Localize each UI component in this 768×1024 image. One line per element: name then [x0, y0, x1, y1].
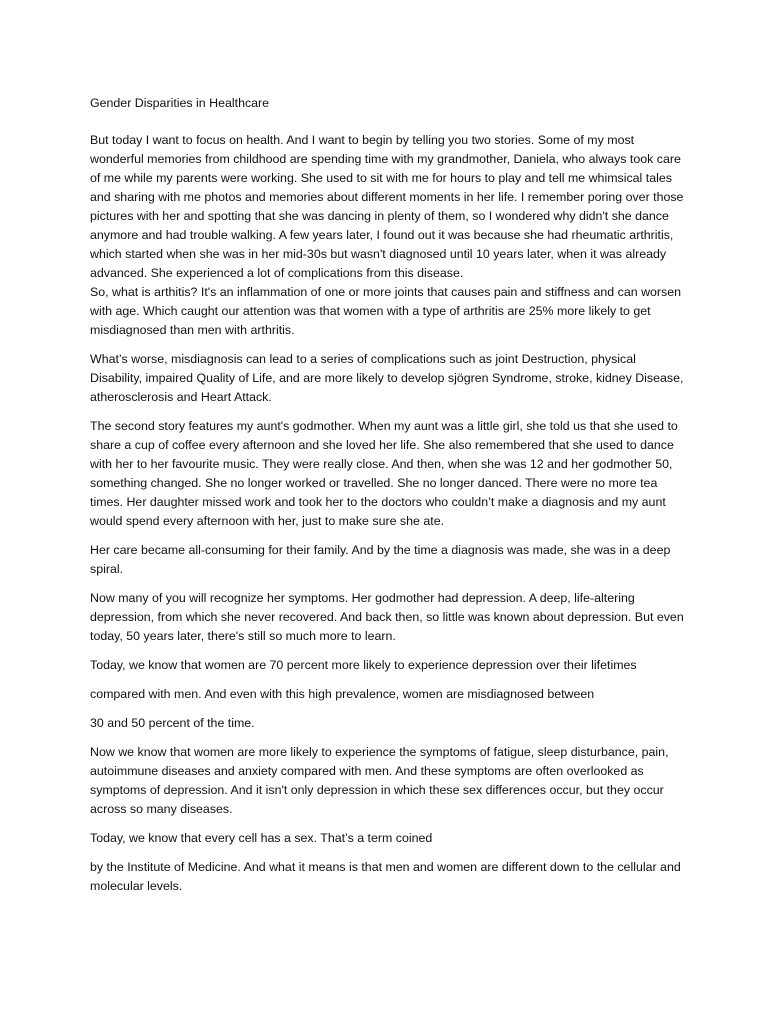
paragraph-depression-prevalence: Today, we know that women are 70 percent more likely to experience depression over their lifetimes — [90, 658, 637, 672]
paragraph-arthritis-definition: So, what is arthitis? It's an inflammation of one or more joints that causes pain and stiffness and can worsen with age. Which caught our attention was that women with a type of arthritis are 25% more likely to get misdiagnosed than men with arthritis. — [90, 285, 682, 337]
paragraph-godmother-story: The second story features my aunt's godmother. When my aunt was a little girl, she told us that she used to share a cup of coffee every afternoon and she loved her life. She also remembered that she used to dance with her to her favourite music. They were really close. And then, when she was 12 and her godmother 50, something changed. She no longer worked or travelled. She no longer danced. There were no more tea times. Her daughter missed work and took her to the doctors who couldn’t make a diagnosis and my aunt would spend every afternoon with her, just to make sure she ate. — [90, 419, 678, 528]
paragraph-depression-symptoms: Now many of you will recognize her symptoms. Her godmother had depression. A deep, life-altering depression, from which she never recovered. And back then, so little was known about depression. But even today, 50 years later, there's still so much more to learn. — [90, 591, 684, 643]
paragraph-care-spiral: Her care became all-consuming for their family. And by the time a diagnosis was made, she was in a deep spiral. — [90, 543, 671, 576]
document-title: Gender Disparities in Healthcare — [90, 96, 270, 110]
paragraph-misdiagnosis-rate: compared with men. And even with this high prevalence, women are misdiagnosed between — [90, 687, 595, 701]
paragraph-misdiagnosis-percent: 30 and 50 percent of the time. — [90, 716, 255, 730]
paragraph-institute-of-medicine: by the Institute of Medicine. And what it means is that men and women are different down to the cellular and molecular levels. — [90, 860, 681, 893]
paragraph-grandmother-story: But today I want to focus on health. And I want to begin by telling you two stories. Some of my most wonderful memories from childhood are spending time with my grandmother, Daniela, who always took care of me while my parents were working. She used to sit with me for hours to play and tell me whimsical tales and sharing with me photos and memories about different moments in her life. I remember poring over those pictures with her and spotting that she was dancing in plenty of them, so I wondered why didn't she dance anymore and had trouble walking. A few years later, I found out it was because she had rheumatic arthritis, which started when she was in her mid-30s but wasn't diagnosed until 10 years later, when it was already advanced. She experienced a lot of complications from this disease. — [90, 133, 684, 280]
paragraph-every-cell-has-sex: Today, we know that every cell has a sex. That’s a term coined — [90, 831, 433, 845]
paragraph-sex-differences: Now we know that women are more likely to experience the symptoms of fatigue, sleep disturbance, pain, autoimmune diseases and anxiety compared with men. And these symptoms are often overlooked as symptoms of depression. And it isn't only depression in which these sex differences occur, but they occur across so many diseases. — [90, 745, 669, 816]
paragraph-misdiagnosis-complications: What’s worse, misdiagnosis can lead to a series of complications such as joint Destruction, physical Disability, impaired Quality of Life, and are more likely to develop sjögren Syndrome, stroke, kidney Disease, atherosclerosis and Heart Attack. — [90, 352, 684, 404]
